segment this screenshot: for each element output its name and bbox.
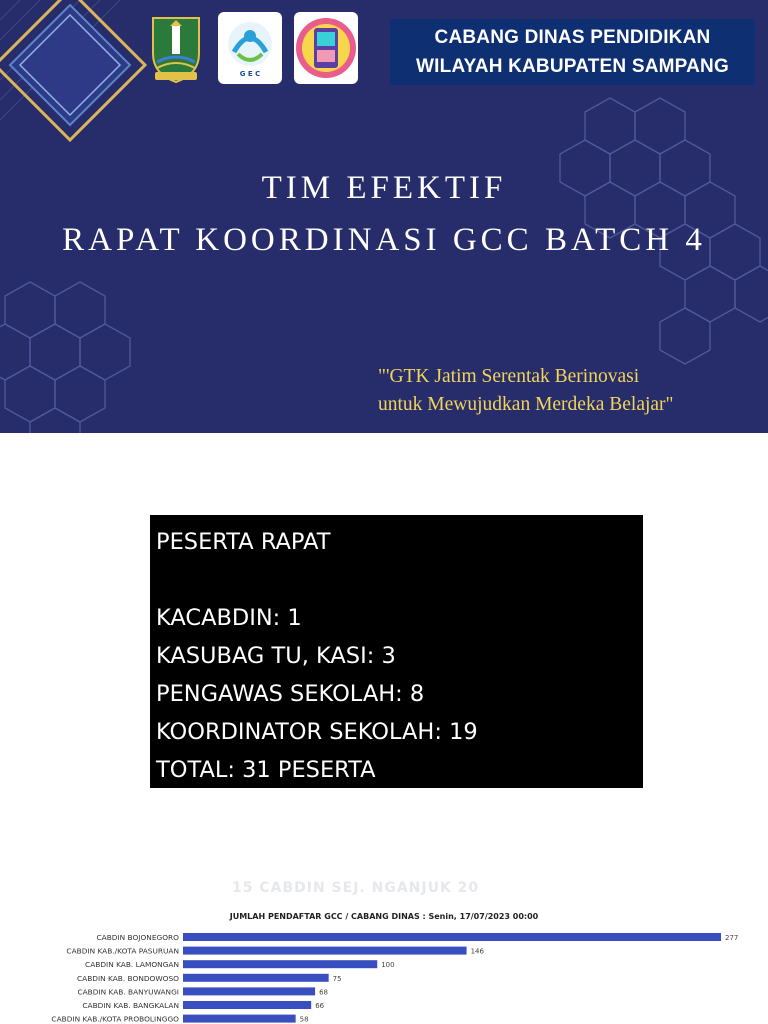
bar-chart-svg [0,870,768,1024]
svg-text:G E C: G E C [239,70,261,78]
chart-bar [183,1015,296,1023]
slide-title-line2: RAPAT KOORDINASI GCC BATCH 4 [62,222,706,258]
gcc-logo [218,12,282,84]
participant-line-koordinator: KOORDINATOR SEKOLAH: 19 [156,719,478,745]
motto-line2: untuk Mewujudkan Merdeka Belajar" [378,394,674,415]
slide-banner [0,0,768,433]
motto-line1: "'GTK Jatim Serentak Berinovasi [378,366,640,387]
chart-category-label: CABDIN KAB. BANGKALAN [82,1001,179,1010]
participant-line-kacabdin: KACABDIN: 1 [156,605,302,631]
chart-category-label: CABDIN KAB. BANYUWANGI [77,987,179,997]
chart-bar [183,987,315,995]
chart-title: JUMLAH PENDAFTAR GCC / CABANG DINAS : Senin, 17/07/2023 00:00 [229,912,539,921]
chart-value-label: 277 [725,934,739,942]
chart-category-label: CABDIN KAB./KOTA PASURUAN [66,946,179,956]
participants-heading: PESERTA RAPAT [156,529,331,555]
chart-value-label: 100 [381,961,395,970]
chart-faded-text: 15 CABDIN SEJ. NGANJUK 20 [232,880,480,896]
cabdin-header-box [390,19,755,85]
chart-bar [183,933,721,941]
participants-box [150,515,643,788]
chart-category-label: CABDIN KAB. LAMONGAN [85,960,179,970]
chart-value-label: 68 [319,988,328,997]
gtk-creative-camp-logo [294,12,358,84]
slide-motto [378,363,674,419]
chart-category-label: CABDIN KAB. BONDOWOSO [76,973,179,983]
cabdin-header-line1: CABANG DINAS PENDIDIKAN [434,27,711,48]
logo-row [146,12,358,84]
chart-category-label: CABDIN BOJONEGORO [96,933,179,942]
chart-value-label: 66 [315,1002,325,1010]
chart-value-label: 146 [470,947,484,956]
participant-line-total: TOTAL: 31 PESERTA [156,757,376,783]
participants-spacer [156,561,643,599]
chart-bar [183,1001,311,1009]
registrant-chart [0,870,768,1024]
chart-value-label: 75 [332,974,342,983]
chart-bar [183,947,467,955]
chart-bar [183,974,329,982]
participant-line-kasubag: KASUBAG TU, KASI: 3 [156,643,396,669]
chart-category-label: CABDIN KAB./KOTA PROBOLINGGO [51,1014,179,1024]
chart-value-label: 58 [299,1015,309,1024]
cabdin-header-line2: WILAYAH KABUPATEN SAMPANG [416,56,729,77]
chart-bar [183,960,377,968]
slide-title-line1: TIM EFEKTIF [261,170,507,206]
east-java-seal-logo [146,12,206,84]
participant-line-pengawas: PENGAWAS SEKOLAH: 8 [156,681,425,707]
